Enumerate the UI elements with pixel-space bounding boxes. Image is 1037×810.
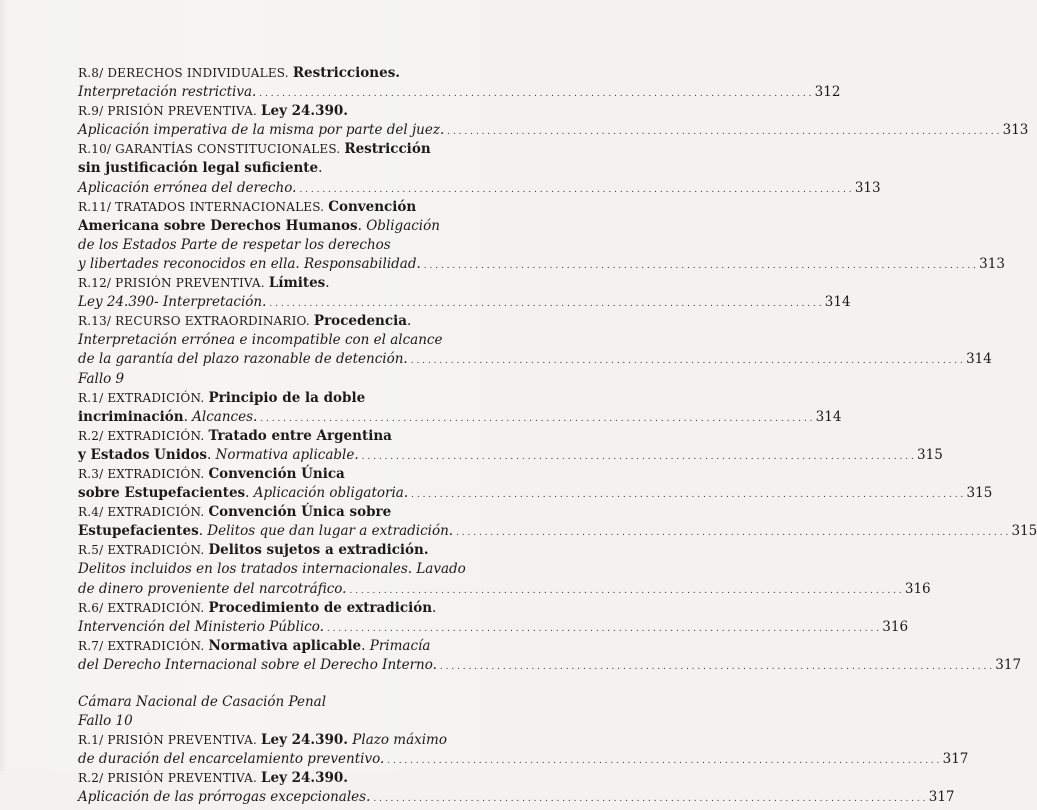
toc-text-segment: . <box>198 523 203 540</box>
dot-leader <box>349 580 901 601</box>
toc-line <box>78 427 518 446</box>
toc-line-text <box>78 370 124 389</box>
page-number: 314 <box>815 408 842 425</box>
toc-line <box>78 389 518 408</box>
page-number: 315 <box>966 485 993 502</box>
toc-text-segment: R.2/ EXTRADICIÓN. <box>78 428 209 443</box>
toc-line-text <box>78 656 437 675</box>
toc-line-text <box>78 560 466 579</box>
toc-line <box>78 102 518 121</box>
toc-text-segment: incriminación <box>78 408 184 425</box>
toc-text-segment: Procedimiento de extradición <box>208 599 433 616</box>
toc-text-segment: . <box>357 217 362 234</box>
toc-line-text <box>78 408 257 427</box>
toc-line-text <box>78 255 421 274</box>
toc-text-segment: Ley 24.390. <box>261 770 348 787</box>
page-number: 316 <box>904 580 931 597</box>
toc-line-text <box>78 140 431 159</box>
toc-text-segment: Americana sobre Derechos Humanos <box>78 217 358 234</box>
toc-line <box>78 121 1029 140</box>
toc-line <box>78 312 518 331</box>
toc-text-segment: Convención Única sobre <box>208 504 392 521</box>
toc-line <box>78 560 518 579</box>
toc-text-segment: Normativa aplicable. <box>211 446 359 463</box>
toc-line-text <box>78 769 348 788</box>
toc-line <box>78 656 1022 675</box>
toc-text-segment: Alcances. <box>187 408 258 425</box>
dot-leader <box>327 618 879 639</box>
toc-text-segment: Restricciones. <box>292 65 400 81</box>
toc-text-segment: Aplicación obligatoria. <box>249 485 409 502</box>
toc-text-segment: R.7/ EXTRADICIÓN. <box>78 638 209 653</box>
toc-text-segment: Convención <box>328 198 417 215</box>
toc-line-text <box>78 484 408 503</box>
toc-line-text <box>78 541 429 560</box>
toc-line-text <box>78 731 447 750</box>
toc-text-segment: . <box>406 313 412 330</box>
toc-text-segment: Convención Única <box>208 465 345 482</box>
dot-leader <box>387 750 939 771</box>
toc-line-text <box>78 293 266 312</box>
toc-text-segment: Estupefacientes <box>78 523 199 540</box>
toc-text-segment: Ley 24.390- Interpretación. <box>78 294 267 311</box>
toc-text-segment: . <box>318 160 323 177</box>
toc-line <box>78 236 518 255</box>
toc-line <box>78 693 518 712</box>
page-number: 315 <box>1011 523 1037 540</box>
dot-leader <box>447 121 999 142</box>
page-number: 312 <box>814 84 841 101</box>
toc-text-segment: Aplicación de las prórrogas excepcionales. <box>78 789 371 806</box>
toc-text-segment: R.12/ PRISIÓN PREVENTIVA. <box>78 276 269 291</box>
toc-text-segment: de dinero proveniente del narcotráfico. <box>78 580 347 597</box>
toc-line <box>78 217 518 236</box>
dot-leader <box>411 350 963 371</box>
toc-line-text <box>78 236 391 255</box>
toc-line <box>78 465 518 484</box>
toc-line <box>78 140 518 159</box>
toc-text-segment: sobre Estupefacientes <box>78 485 246 502</box>
toc-text-segment: Obligación <box>361 217 440 234</box>
toc-line-text <box>78 159 322 178</box>
toc-line <box>78 637 518 656</box>
toc-line <box>78 541 518 560</box>
toc-line <box>78 503 518 522</box>
page-number: 314 <box>824 294 851 311</box>
toc-line-text <box>78 693 326 712</box>
toc-line <box>78 580 931 599</box>
toc-text-segment: de la garantía del plazo razonable de detención. <box>78 351 408 368</box>
toc-line-text <box>78 637 430 656</box>
toc-text-segment: R.2/ PRISIÓN PREVENTIVA. <box>78 771 261 786</box>
toc-text-segment: . <box>245 485 250 502</box>
toc-text-segment: Aplicación errónea del derecho. <box>78 179 297 196</box>
toc-line-text <box>78 217 440 236</box>
toc-text-segment: Normativa aplicable <box>208 637 362 654</box>
toc-line <box>78 599 518 618</box>
toc-line-text <box>78 788 370 807</box>
toc-line <box>78 788 955 807</box>
toc-line-text <box>78 389 365 408</box>
dot-leader <box>362 446 914 467</box>
toc-text-segment: R.1/ PRISIÓN PREVENTIVA. <box>78 733 261 748</box>
toc-text-segment: Procedencia <box>313 313 407 330</box>
toc-text-segment: Interpretación errónea e incompatible con el alcance <box>78 332 443 349</box>
toc-line-text <box>78 64 400 83</box>
toc-text-segment: Intervención del Ministerio Público. <box>78 618 324 635</box>
toc-line-text <box>78 465 345 484</box>
toc-line-text <box>78 750 384 769</box>
toc-line <box>78 179 881 198</box>
dot-leader <box>259 83 811 104</box>
dot-leader <box>424 255 976 276</box>
toc-text-segment: . <box>325 275 330 292</box>
toc-line <box>78 446 943 465</box>
dot-leader <box>260 408 812 429</box>
page-number: 313 <box>1002 122 1029 139</box>
dot-leader <box>373 788 925 809</box>
toc-text-segment: de duración del encarcelamiento preventivo. <box>78 751 385 768</box>
toc-text-segment: Delitos incluidos en los tratados internacionales. Lavado <box>78 561 466 578</box>
toc-text-segment: Fallo 10 <box>78 713 133 730</box>
toc-line <box>78 484 993 503</box>
page-number: 313 <box>854 179 881 196</box>
page-number: 317 <box>928 789 955 806</box>
toc-text-segment: de los Estados Parte de respetar los derechos <box>78 236 391 253</box>
toc-text-segment: Cámara Nacional de Casación Penal <box>78 694 327 710</box>
toc-line-text <box>78 198 416 217</box>
toc-text-segment: Aplicación imperativa de la misma por parte del juez. <box>78 122 445 139</box>
toc-text-segment: R.4/ EXTRADICIÓN. <box>78 505 209 520</box>
toc-text-segment: y libertades reconocidos en ella. Responsabilidad. <box>78 255 421 272</box>
toc-text-segment: sin justificación legal suficiente <box>78 160 319 177</box>
dot-leader <box>269 293 821 314</box>
page-number: 317 <box>942 751 969 768</box>
toc-text-segment: Primacía <box>365 637 431 654</box>
dot-leader <box>411 484 963 505</box>
dot-leader <box>440 656 992 677</box>
toc-line-text <box>78 312 411 331</box>
toc-text-segment: Ley 24.390. <box>261 103 348 120</box>
dot-leader <box>299 179 851 200</box>
toc-text-segment: R.11/ TRATADOS INTERNACIONALES. <box>78 199 329 214</box>
toc-text-segment: . <box>432 599 437 616</box>
toc-line <box>78 293 851 312</box>
toc-text-segment: Delitos que dan lugar a extradición. <box>203 523 454 540</box>
toc-line-text <box>78 503 391 522</box>
toc-line <box>78 350 992 369</box>
toc-line <box>78 83 841 102</box>
toc-text-segment: R.10/ GARANTÍAS CONSTITUCIONALES. <box>78 142 345 157</box>
dot-leader <box>456 522 1008 543</box>
toc-line-text <box>78 331 442 350</box>
toc-line-text <box>78 179 296 198</box>
toc-text-segment: . <box>361 637 366 654</box>
toc-text-segment: Tratado entre Argentina <box>208 427 392 444</box>
toc-line-text <box>78 599 436 618</box>
toc-text-segment: R.6/ EXTRADICIÓN. <box>78 600 209 615</box>
page-number: 314 <box>966 351 992 368</box>
toc-text-segment: Delitos sujetos a extradición. <box>208 542 429 559</box>
toc-text-segment: Plazo máximo <box>348 732 447 749</box>
toc-text-segment: . <box>206 446 212 463</box>
toc-line <box>78 274 518 293</box>
toc-line <box>78 408 842 427</box>
toc-line-text <box>78 580 346 599</box>
toc-line <box>78 255 1005 274</box>
toc-line-text <box>78 350 408 369</box>
toc-text-segment: R.13/ RECURSO EXTRAORDINARIO. <box>78 314 314 329</box>
toc-line-text <box>78 83 256 102</box>
toc-text-segment: Restricción <box>344 141 431 158</box>
toc-line <box>78 769 518 788</box>
toc-line <box>78 618 909 637</box>
toc-line-text <box>78 618 324 637</box>
toc-text-segment: R.5/ EXTRADICIÓN. <box>78 543 209 558</box>
toc-text-segment: Límites <box>268 275 326 292</box>
toc-text-segment: del Derecho Internacional sobre el Derecho Interno. <box>78 656 437 673</box>
toc-text-segment: Ley 24.390. <box>261 732 348 749</box>
toc-line <box>78 522 1037 541</box>
toc-line-text <box>78 121 444 140</box>
page-number: 313 <box>979 255 1005 272</box>
toc-line <box>78 331 518 350</box>
toc-text-segment: R.3/ EXTRADICIÓN. <box>78 466 209 481</box>
page-number: 317 <box>995 656 1022 673</box>
toc-text-segment: Principio de la doble <box>208 389 366 406</box>
toc-text-segment: . <box>183 408 188 425</box>
toc-text-segment: Interpretación restrictiva. <box>78 84 257 101</box>
page-number: 316 <box>882 618 909 635</box>
toc-line-text <box>78 427 392 446</box>
page-number: 315 <box>917 446 943 463</box>
toc-line <box>78 64 518 83</box>
table-of-contents <box>78 64 1037 808</box>
toc-line <box>78 159 518 178</box>
toc-line-text <box>78 102 348 121</box>
toc-text-segment: y Estados Unidos <box>78 446 207 463</box>
toc-text-segment: R.8/ DERECHOS INDIVIDUALES. <box>78 66 293 80</box>
toc-line <box>78 370 518 389</box>
toc-line <box>78 731 518 750</box>
section-spacer <box>78 675 518 693</box>
toc-text-segment: R.1/ EXTRADICIÓN. <box>78 390 209 405</box>
toc-line-text <box>78 446 359 465</box>
toc-line-text <box>78 522 453 541</box>
toc-text-segment: Fallo 9 <box>78 370 125 387</box>
toc-text-segment: R.9/ PRISIÓN PREVENTIVA. <box>78 104 261 119</box>
toc-line <box>78 712 518 731</box>
toc-line <box>78 198 518 217</box>
toc-line <box>78 750 969 769</box>
toc-line-text <box>78 712 133 731</box>
toc-line-text <box>78 274 330 293</box>
